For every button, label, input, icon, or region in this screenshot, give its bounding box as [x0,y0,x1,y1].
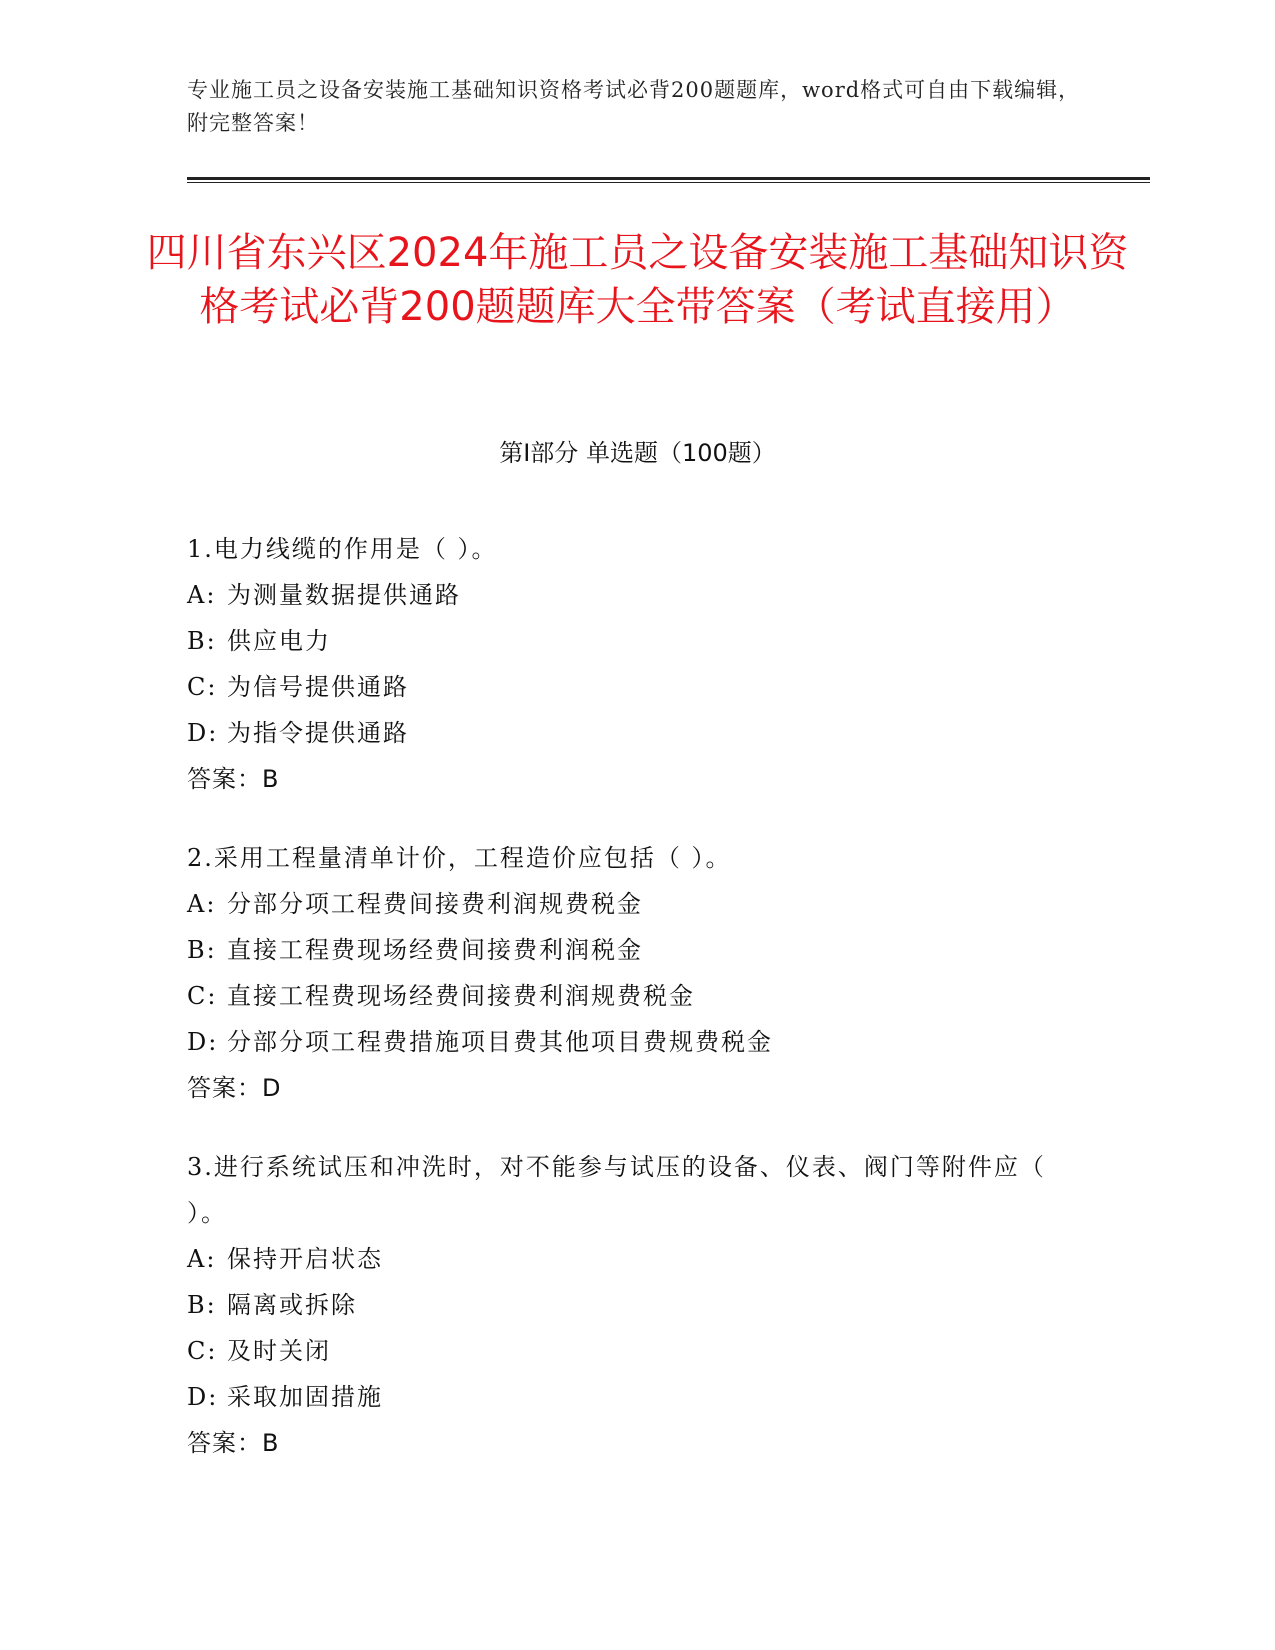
document-title: 四川省东兴区2024年施工员之设备安装施工基础知识资格考试必背200题题库大全带答案（考试直接用） [146,230,1129,330]
option-b [187,618,1057,664]
option-text: 直接工程费现场经费间接费利润税金 [227,936,643,964]
question-3 [187,1144,1057,1466]
answer-value: D [262,1074,282,1102]
option-text: 分部分项工程费间接费利润规费税金 [227,890,643,918]
option-key: C: [187,1337,218,1365]
option-key: C: [187,673,218,701]
option-text: 直接工程费现场经费间接费利润规费税金 [227,982,695,1010]
option-b [187,927,1057,973]
option-c [187,973,1057,1019]
option-b [187,1282,1057,1328]
option-key: B: [187,936,217,964]
option-key: A: [187,581,217,609]
answer-line [187,756,1057,802]
question-1 [187,526,1057,802]
option-key: A: [187,890,217,918]
option-c [187,1328,1057,1374]
option-a [187,572,1057,618]
option-d [187,1374,1057,1420]
option-key: A: [187,1245,217,1273]
option-text: 为指令提供通路 [227,719,409,747]
option-a [187,1236,1057,1282]
header-divider-thick [187,177,1150,180]
option-key: D: [187,1383,219,1411]
option-key: B: [187,1291,217,1319]
option-text: 保持开启状态 [227,1245,383,1273]
option-key: C: [187,982,218,1010]
option-key: B: [187,627,217,655]
option-d [187,1019,1057,1065]
section-title: 第Ⅰ部分 单选题（100题） [499,439,776,467]
answer-value: B [262,765,280,793]
option-c [187,664,1057,710]
question-stem: 2.采用工程量清单计价，工程造价应包括（ ）。 [187,844,732,872]
option-key: D: [187,1028,219,1056]
header-divider-thin [187,182,1150,183]
header-note: 专业施工员之设备安装施工基础知识资格考试必背200题题库，word格式可自由下载编辑，附完整答案！ [187,78,1081,135]
option-text: 采取加固措施 [227,1383,383,1411]
question-list [187,526,1057,1499]
option-text: 为信号提供通路 [227,673,409,701]
option-d [187,710,1057,756]
question-stem: 1.电力线缆的作用是（ ）。 [187,535,498,563]
option-text: 为测量数据提供通路 [227,581,461,609]
answer-value: B [262,1429,280,1457]
question-2 [187,835,1057,1111]
answer-line [187,1065,1057,1111]
option-key: D: [187,719,219,747]
option-text: 供应电力 [227,627,331,655]
option-a [187,881,1057,927]
answer-line [187,1420,1057,1466]
answer-label: 答案： [187,1074,262,1102]
question-stem: 3.进行系统试压和冲洗时，对不能参与试压的设备、仪表、阀门等附件应（ ）。 [187,1153,1046,1227]
option-text: 隔离或拆除 [227,1291,357,1319]
option-text: 及时关闭 [227,1337,331,1365]
answer-label: 答案： [187,1429,262,1457]
answer-label: 答案： [187,765,262,793]
option-text: 分部分项工程费措施项目费其他项目费规费税金 [227,1028,773,1056]
